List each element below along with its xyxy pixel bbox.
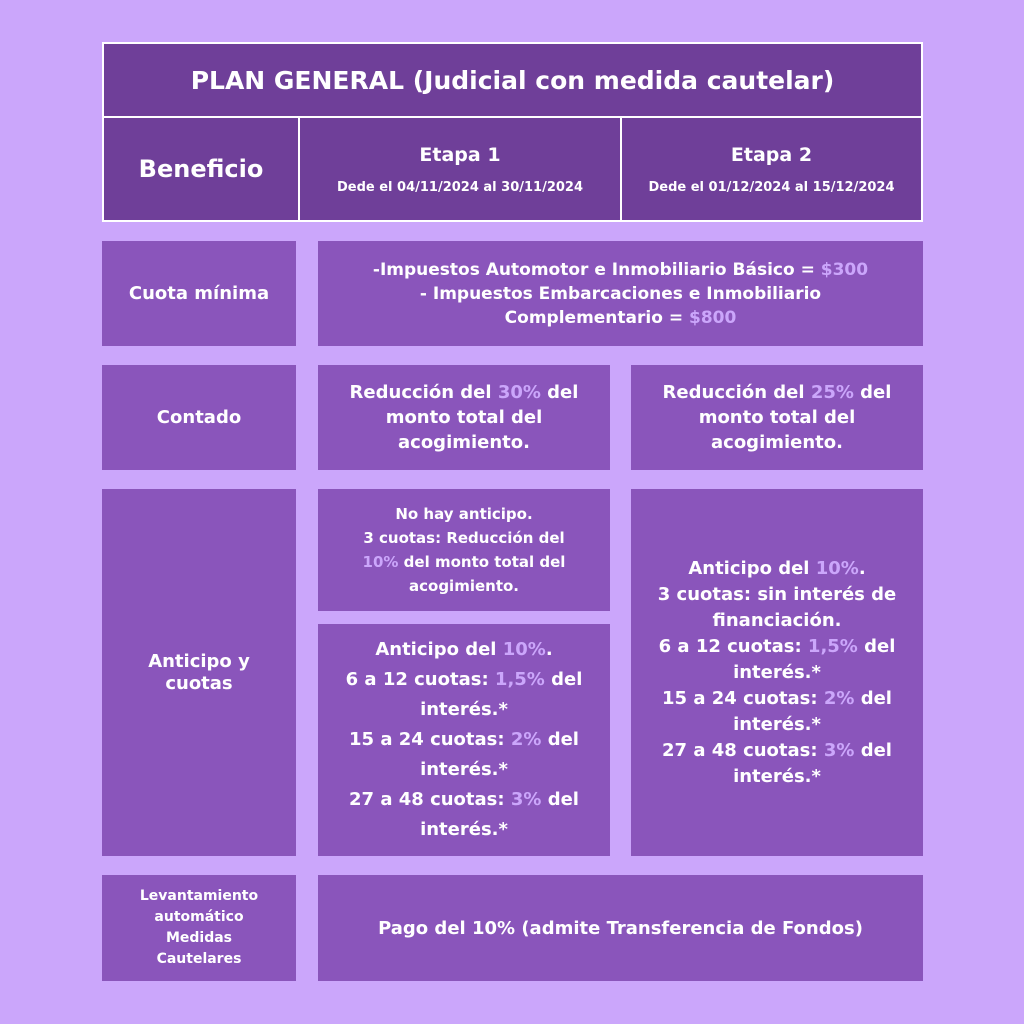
e2-tier-3 [662,738,892,764]
e2-interes-3: interés.* [733,765,821,787]
cuota-minima-cell [318,241,923,346]
e2-tier-3-value: 3% [823,739,855,761]
e2-tier-3-prefix: 27 a 48 cuotas: [662,739,824,761]
lev-label-line-3: Medidas [165,930,233,946]
contado-stage-2-cell [631,365,923,470]
e2-tier-1-value: 1,5% [807,635,858,657]
cuota-line-1-value: $300 [820,259,869,280]
e1b-tier-2 [349,725,579,755]
cuota-line-3-text: Complementario = [504,307,689,328]
contado-2-value: 25% [810,382,854,403]
e2-tier-2-value: 2% [823,687,855,709]
cuota-minima-label: Cuota mínima [128,282,270,304]
contado-1-line-1 [350,380,579,405]
e2-anticipo [688,556,865,582]
lev-label-line-1: Levantamiento [139,888,259,904]
e1a-value: 10% [362,553,399,571]
row-label-cuota-minima [102,241,296,346]
e1b-tier-3-suffix: del [541,789,579,810]
cuota-line-2: - Impuestos Embarcaciones e Inmobiliario [419,283,822,304]
header-benefit [102,116,300,222]
e2-tier-2-suffix: del [854,687,892,709]
anticipo-stage-1-no-anticipo-cell [318,489,610,611]
contado-1-suffix: del [540,382,579,403]
anticipo-label-line-2: cuotas [165,672,233,694]
contado-2-line-2: monto total del [698,407,856,428]
e2-interes-1: interés.* [733,661,821,683]
contado-1-line-3: acogimiento. [398,432,530,453]
e1b-tier-3-prefix: 27 a 48 cuotas: [349,789,511,810]
stage-2-dates: Dede el 01/12/2024 al 15/12/2024 [648,179,895,195]
e2-interes-2: interés.* [733,713,821,735]
e2-anticipo-value: 10% [815,557,859,579]
cuota-line-3-value: $800 [688,307,737,328]
contado-2-suffix: del [853,382,892,403]
e1b-anticipo-suffix: . [545,639,553,660]
e1b-tier-2-prefix: 15 a 24 cuotas: [349,729,511,750]
e1b-interes-3: interés.* [420,819,508,840]
levantamiento-cell [318,875,923,981]
e2-tier-1-suffix: del [857,635,896,657]
e2-anticipo-prefix: Anticipo del [688,557,816,579]
e2-tier-1-prefix: 6 a 12 cuotas: [658,635,808,657]
contado-2-prefix: Reducción del [662,382,811,403]
cuota-line-3 [505,306,737,330]
e1b-tier-3 [349,785,579,815]
e1a-line-3-text: del monto total del [398,553,566,571]
e1b-tier-2-suffix: del [541,729,579,750]
lev-label-line-4: Cautelares [156,951,242,967]
stage-1-name: Etapa 1 [419,143,501,166]
e1b-anticipo-value: 10% [502,639,546,660]
header-benefit-label: Beneficio [138,155,264,183]
e2-line-2: 3 cuotas: sin interés de [657,583,897,605]
e2-tier-3-suffix: del [854,739,892,761]
levantamiento-text: Pago del 10% (admite Transferencia de Fondos) [378,917,863,939]
e2-line-3: financiación. [712,609,842,631]
e1b-tier-1-value: 1,5% [494,669,545,690]
e1b-tier-1-prefix: 6 a 12 cuotas: [345,669,495,690]
row-label-contado [102,365,296,470]
anticipo-stage-2-cell [631,489,923,856]
title-text: PLAN GENERAL (Judicial con medida cautelar) [190,65,835,95]
contado-stage-1-cell [318,365,610,470]
e1b-tier-2-value: 2% [510,729,542,750]
e1a-line-2: 3 cuotas: Reducción del [363,529,565,547]
e2-tier-2 [662,686,892,712]
header-stage-1 [298,116,622,222]
contado-2-line-1 [663,380,892,405]
e1b-tier-1-suffix: del [544,669,583,690]
e1b-anticipo-prefix: Anticipo del [375,639,503,660]
cuota-line-1 [373,258,868,282]
anticipo-stage-1-anticipo-cell [318,624,610,856]
contado-2-line-3: acogimiento. [711,432,843,453]
header-stage-2 [620,116,923,222]
stage-1-dates: Dede el 04/11/2024 al 30/11/2024 [336,179,584,195]
page-title [102,42,923,118]
contado-1-value: 30% [497,382,541,403]
e1b-tier-1 [346,665,583,695]
row-label-levantamiento [102,875,296,981]
contado-label: Contado [156,406,242,428]
e1a-line-3 [363,550,566,574]
e1b-interes-2: interés.* [420,759,508,780]
e1b-anticipo [375,635,552,665]
e2-tier-2-prefix: 15 a 24 cuotas: [662,687,824,709]
lev-label-line-2: automático [154,909,244,925]
e1b-tier-3-value: 3% [510,789,542,810]
e1b-interes-1: interés.* [420,699,508,720]
anticipo-label-line-1: Anticipo y [148,650,250,672]
cuota-line-1-text: -Impuestos Automotor e Inmobiliario Básico = [372,259,821,280]
contado-1-prefix: Reducción del [349,382,498,403]
stage-2-name: Etapa 2 [730,143,813,166]
e1a-line-4: acogimiento. [409,577,519,595]
e2-anticipo-suffix: . [858,557,866,579]
e2-tier-1 [659,634,896,660]
contado-1-line-2: monto total del [385,407,543,428]
row-label-anticipo-cuotas [102,489,296,856]
e1a-line-1: No hay anticipo. [395,505,533,523]
